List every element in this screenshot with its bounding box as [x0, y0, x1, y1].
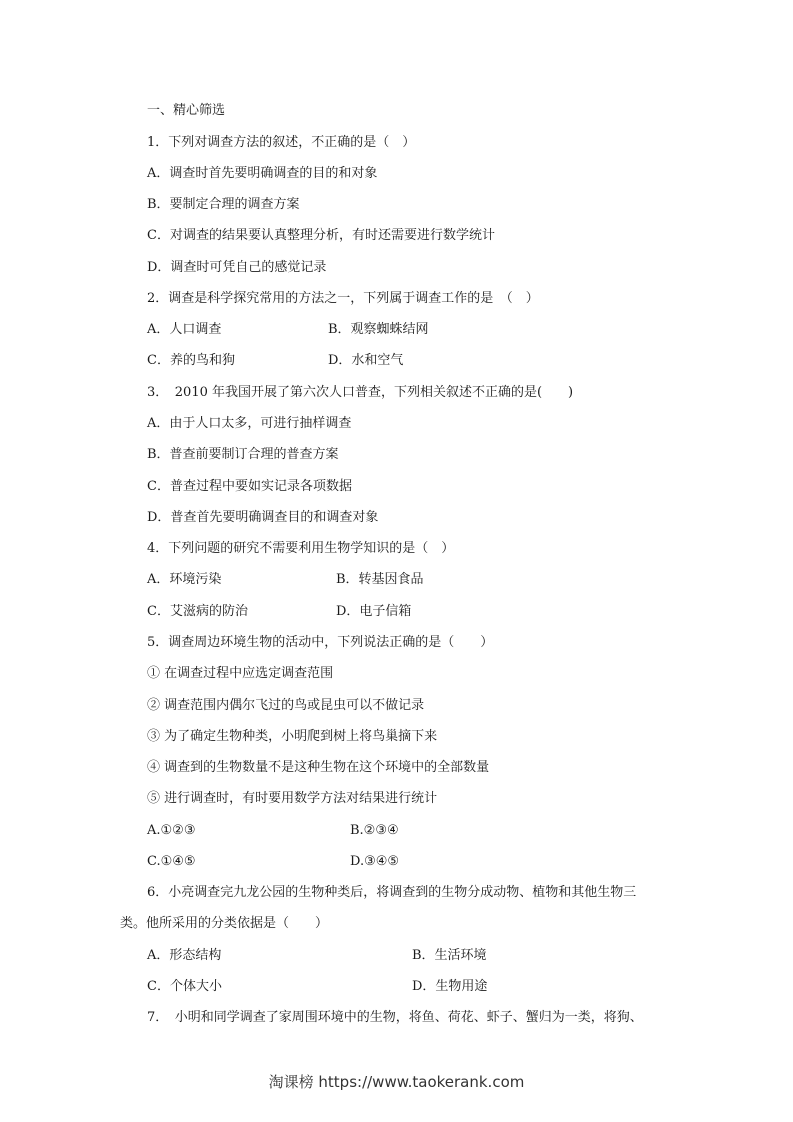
- question-6-option-b: B．生活环境: [412, 948, 487, 963]
- question-4-option-c: C．艾滋病的防治: [147, 604, 248, 619]
- question-5-statement-2: ② 调查范围内偶尔飞过的鸟或昆虫可以不做记录: [147, 698, 425, 713]
- question-3-option-c: C．普查过程中要如实记录各项数据: [147, 479, 352, 494]
- question-1-option-c: C．对调查的结果要认真整理分析，有时还需要进行数学统计: [147, 228, 495, 243]
- question-2-stem: 2．调查是科学探究常用的方法之一，下列属于调查工作的是 （ ）: [147, 291, 539, 306]
- question-4-option-b: B．转基因食品: [336, 572, 424, 587]
- question-5-option-c: C.①④⑤: [147, 854, 196, 869]
- question-4-option-a: A．环境污染: [147, 572, 222, 587]
- section-heading: 一、精心筛选: [147, 103, 226, 118]
- question-5-statement-4: ④ 调查到的生物数量不是这种生物在这个环境中的全部数量: [147, 760, 490, 775]
- question-5-statement-5: ⑤ 进行调查时，有时要用数学方法对结果进行统计: [147, 791, 438, 806]
- question-1-option-b: B．要制定合理的调查方案: [147, 197, 300, 212]
- question-2-option-c: C．养的鸟和狗: [147, 353, 235, 368]
- question-6-option-a: A．形态结构: [147, 948, 222, 963]
- question-5-statement-1: ① 在调查过程中应选定调查范围: [147, 666, 334, 681]
- footer-watermark: 淘课榜 https://www.taokerank.com: [268, 1073, 525, 1091]
- question-5-option-a: A.①②③: [147, 823, 196, 838]
- question-3-option-a: A．由于人口太多，可进行抽样调查: [147, 416, 352, 431]
- question-6-stem-line-2: 类。他所采用的分类依据是（ ）: [120, 916, 329, 931]
- question-6-option-d: D．生物用途: [412, 979, 488, 994]
- question-3-stem: 3． 2010 年我国开展了第六次人口普查，下列相关叙述不正确的是( ): [147, 385, 574, 400]
- question-3-option-d: D．普查首先要明确调查目的和调查对象: [147, 510, 379, 525]
- question-2-option-b: B．观察蜘蛛结网: [328, 322, 429, 337]
- question-5-option-d: D.③④⑤: [350, 854, 400, 869]
- question-4-option-d: D．电子信箱: [336, 604, 412, 619]
- question-4-stem: 4．下列问题的研究不需要利用生物学知识的是（ ）: [147, 541, 455, 556]
- question-7-stem: 7． 小明和同学调查了家周围环境中的生物，将鱼、荷花、虾子、蟹归为一类，将狗、: [147, 1010, 643, 1025]
- question-6-option-c: C．个体大小: [147, 979, 222, 994]
- question-5-option-b: B.②③④: [350, 823, 399, 838]
- question-1-stem: 1．下列对调查方法的叙述，不正确的是（ ）: [147, 135, 416, 150]
- question-2-option-d: D．水和空气: [328, 353, 404, 368]
- question-3-option-b: B．普查前要制订合理的普查方案: [147, 447, 339, 462]
- question-1-option-a: A．调查时首先要明确调查的目的和对象: [147, 166, 378, 181]
- question-5-stem: 5．调查周边环境生物的活动中，下列说法正确的是（ ）: [147, 635, 494, 650]
- question-2-option-a: A．人口调查: [147, 322, 222, 337]
- question-1-option-d: D．调查时可凭自己的感觉记录: [147, 260, 327, 275]
- question-5-statement-3: ③ 为了确定生物种类，小明爬到树上将鸟巢摘下来: [147, 729, 438, 744]
- question-6-stem-line-1: 6．小亮调查完九龙公园的生物种类后，将调查到的生物分成动物、植物和其他生物三: [147, 885, 637, 900]
